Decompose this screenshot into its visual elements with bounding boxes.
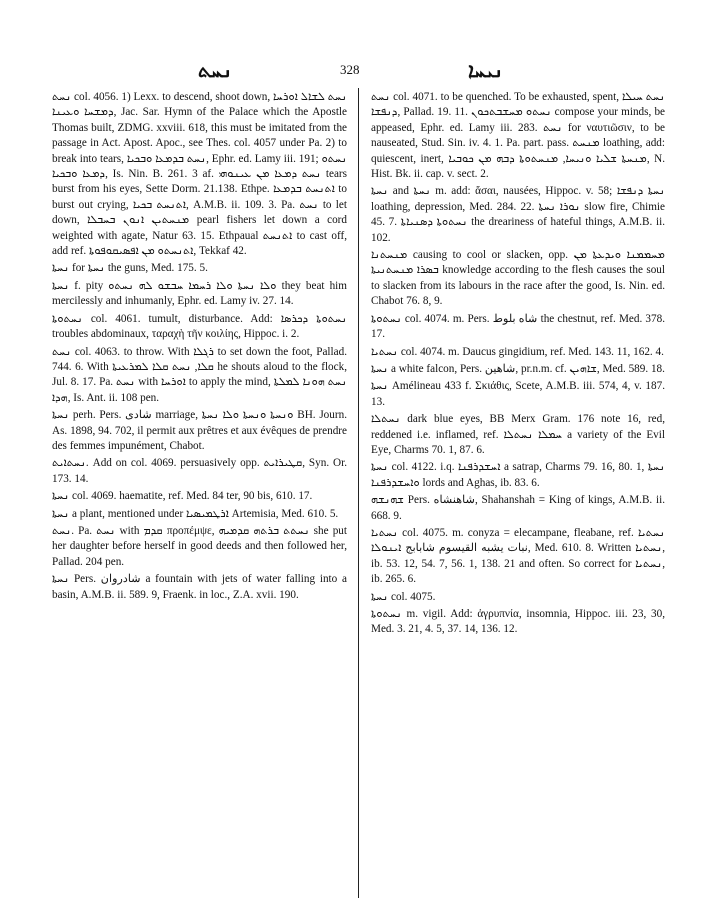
entry: ܢܚܬܝܐ col. 4074. m. Daucus gingidium, ref. Med. 143. 11, 162. 4. <box>371 345 664 358</box>
entry: ܢܚܬܐܝܬ. Add on col. 4069. persuasively opp. ܩܛܝܪܐܝܬ, Syn. Or. 173. 14. <box>52 457 347 485</box>
entry: ܢܚܬܐ Pers. شادروان a fountain with jets of water falling into a basin, A.M.B. ii. 589. 9, Fraenk. in loc., Z.A. xvii. 190. <box>52 573 347 601</box>
entry: ܢܚܬ col. 4071. to be quenched. To be exhausted, spent, ܢܚܬ ܚܝܠܐ ܕܢܦܫܐ, Pallad. 19. 11. ܢܚܬܘ ܡܚܫܒܬܟܘܢ compose your minds, be appeased, Ephr. ed. Lamy iii. 283. ܢܚܬ for ναυτιῶσιν, to be nauseated, Stud. Sin. iv. 4. 1. Pa. part. pass. ܡܢܚܬ loathing, add: quiescent, inert, ܡܢܚܬܐ ܫܠܝܐ ܘܢܝܚܐ, ܡܢܚܬܘܬܐ ܕܒܗ ܡܢ ܟܘܒܝܐ, N. Hist. Bk. ii. cap. v. sect. 2. <box>371 91 666 181</box>
entry: ܢܚܬܐ Amélineau 433 f. Σκιάθις, Scete, A.M.B. iii. 574, 4, v. 187. 13. <box>371 380 665 408</box>
entry: ܢܚܬ col. 4056. 1) Lexx. to descend, shoot down, ܢܚܬ ܠܫܐܠ ܐܘܪܚܐ ܕܡܫܚܐ ܘܥܝܢܐ, Jac. Sar. Hymn of the Palace which the Apostle Thomas built, ZDMG. xxviii. 618, this must be imitated from the passage in Act. Apost. Apoc., see Thes. col. 4057 under Pa. 2) to break into tears, ܢܚܬ ܒܕܡܥܐ ܘܒܟܝܐ, Ephr. ed. Lamy iii. 191; ܢܚܬܘ ܕܡܥܐ ܘܒܟܝܐ, Is. Nin. B. 261. 3 af. ܢܚܬ ܕܡܥܐ ܡܢ ܥܝܢܘܗܝ tears burst from his eyes, Sette Dorm. 21.138. Ethpe. ܐܬܢܚܬ ܒܕܡܥܐ to burst out crying, ܐܬܢܚܬ ܒܟܝܐ, A.M.B. ii. 109. 3. Pa. ܢܚܬ to let down, ܡܢܚܬܝܢ ܐܢܘܢ ܒܚܒܠܐ pearl fishers let down a cord weighted with agate, Natur 63. 15. Ethpaual ܐܬܢܚܬ to cast off, add ref. ܐܬܢܚܬܘ ܡܢ ܐܦܣܝܩܘܦܘܬܐ, Tekkaf 42. <box>52 91 348 258</box>
entry: ܡܢܚܬܢܐ causing to cool or slacken, opp. ܡܚܡܡܢܐ ܘܝܕܥܬܐ ܡܢ ܒܣܪܐ ܡܢܚܬܢܝܬܐ knowledge according to the flesh causes the soul to slacken from its labours in the race after the good, Is. Nin. ed. Chabot 76. 8, 9. <box>371 249 666 308</box>
entry: ܢܚܬ col. 4063. to throw. With ܪܓܠܐ to set down the foot, Pallad. 744. 6. With ܩܠܐ, ܢܚܬ ܩܠܐ ܠܡܪܥܝܬܐ he shouts aloud to the flock, Jul. 8. 17. Pa. ܢܚܬ with ܐܘܪܚܐ to apply the mind, ܢܚܬ ܗܘܢܐ ܠܡܠܬܐ ܗܕܐ, Is. Ant. ii. 108 pen. <box>52 345 348 404</box>
entry: ܢܚܬܐ col. 4075. <box>371 590 436 603</box>
entry: ܢܚܬܝܐ col. 4075. m. conyza = elecampane, fleabane, ref. ܢܚܬܝܐ نبات يشبه القيسوم شابابج ܐܝܢܘܠܐ, Med. 610. 8. Written ܢܚܬܝܐ, ib. 53. 12, 54. 7, 56. 1, 138. 21 and often. So correct for ܢܚܬܝܐ, ib. 265. 6. <box>371 526 665 586</box>
entry: ܢܚܬܘܬܐ col. 4074. m. Pers. شاه بلوط the chestnut, ref. Med. 378. 17. <box>371 312 665 341</box>
entry: ܢܚܬܘܬܐ m. vigil. Add: ἀγρυπνία, insomnia, Hippoc. iii. 23, 30, Med. 3. 21, 4. 5, 37. 14, 136. 12. <box>371 608 665 636</box>
header-left-syriac: ܢܚܬ <box>198 60 233 82</box>
entry: ܢܚܬܐ a plant, mentioned under ܐܪܛܡܝܣܝܐ Artemisia, Med. 610. 5. <box>52 507 339 520</box>
right-column <box>371 90 665 640</box>
entry: ܢܚܬܐ and ܢܚܬܐ m. add: ἄσαι, nausées, Hippoc. v. 58; ܢܚܬܐ ܕܢܦܫܐ loathing, depression, Med. 284. 22. ܢܘܪܐ ܢܚܬܐ slow fire, Chimie 45. 7. ܢܚܬܘܬܐ ܕܣܢܝܐܬܐ the dreariness of hateful things, A.M.B. ii. 102. <box>371 185 665 244</box>
entry: ܢܚܬܐ col. 4122. i.q. ܐܚܫܕܪܦܢܐ a satrap, Charms 79. 16, 80. 1, ܢܚܬܐ ܘܐܚܫܕܪܦܢܐ lords and Aghas, ib. 83. 6. <box>371 461 665 489</box>
entry: ܫܗܢܫܗ Pers. شاهنشاه, Shahanshah = King of kings, A.M.B. ii. 668. 9. <box>371 494 665 522</box>
column-divider <box>358 88 359 898</box>
entry: ܢܚܬܘܬܐ col. 4061. tumult, disturbance. Add: ܢܚܬܘܬܐ ܕܟܪܣܐ troubles abdominaux, ταραχὴ τῆν κοιλίης, Hippoc. i. 2. <box>52 312 347 341</box>
entry: ܢܚܬܠܐ dark blue eyes, BB Merx Gram. 176 note 16, red, reddened i.e. inflamed, ref. ܚܡܠܐ ܢܚܬܠܐ a variety of the Evil Eye, Charms 70. 1, 87. 6. <box>371 413 665 456</box>
entry: ܢܚܬܐ perh. Pers. شادی marriage, ܘܢܚܬܐ ܘܢܚܬܐ ܘܠܐ ܢܚܬܐ BH. Journ. As. 1898, 94. 702, il permit aux prêtres et aux évêques de prendre des femmes impunément, Chabot. <box>52 409 347 452</box>
page-number: 328 <box>340 62 360 77</box>
header-right-syriac: ܢܝܚܐ <box>468 60 504 82</box>
left-column <box>52 90 347 605</box>
entry: ܢܚܬܐ for ܢܚܬܐ the guns, Med. 175. 5. <box>52 262 208 275</box>
entry: ܢܚܬܐ a white falcon, Pers. شاهين, pr.n.m. cf. ܫܐܗܝܢ, Med. 589. 18. <box>371 362 665 375</box>
entry: ܢܚܬܐ col. 4069. haematite, ref. Med. 84 ter, 90 bis, 610. 17. <box>52 490 313 503</box>
entry: ܢܚܬܐ f. pity ܘܠܐ ܢܚܬܐ ܘܠܐ ܪܚܡܐ ܚܒܫܘ ܠܗ ܢܚܬܘ they beat him mercilessly and inhumanly, Ephr. ed. Lamy iv. 27. 14. <box>52 279 347 308</box>
entry: ܢܚܬ. Pa. ܢܚܬ with ܩܕܡ προπέμψε, ܢܚܬܬ ܒܪܬܗ ܩܕܡܝܗ she put her daughter before herself in good deeds and then followed her, Pallad. 204 pen. <box>52 524 347 568</box>
